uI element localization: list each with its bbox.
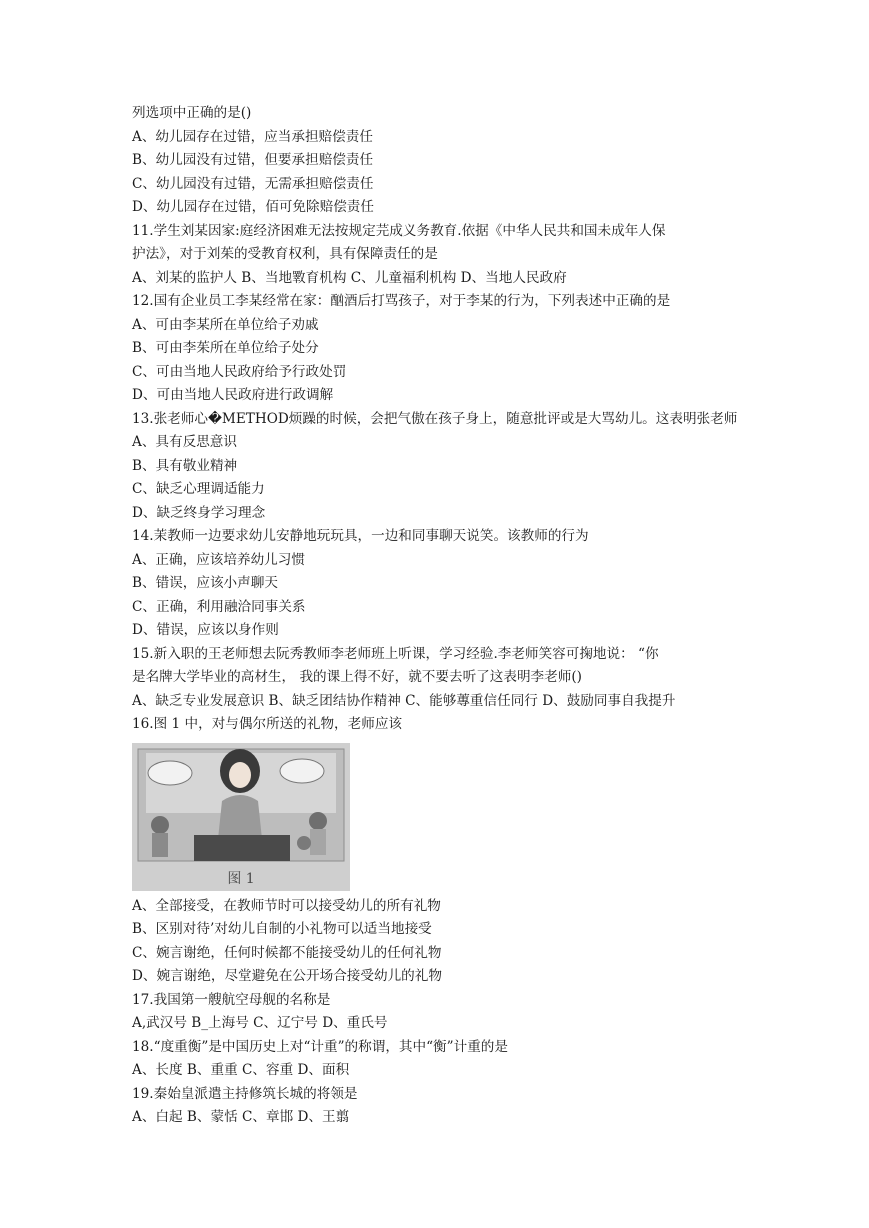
- text-line: 14.茉教师一边要求幼儿安静地玩玩具，一边和同事聊天说笑。该教师的行为: [132, 528, 589, 544]
- text-line: 13.张老师心�METHOD烦躁的时候，会把气傲在孩子身上，随意批评或是大骂幼儿。这表明张老师: [132, 410, 738, 427]
- text-line: B、可由李茱所在单位给子处分: [132, 340, 319, 356]
- text-block-upper: [132, 102, 752, 737]
- text-line: C、婉言谢绝，任何时候都不能接受幼儿的任何礼物: [132, 944, 442, 961]
- text-line: D、婉言谢绝，尽堂避免在公开场合接受幼儿的礼物: [132, 968, 442, 984]
- text-block-lower: [132, 895, 752, 1130]
- text-line: 16.图 1 中，对与偶尔所送的礼物，老师应该: [132, 716, 403, 732]
- text-line: B、错误，应该小声聊天: [132, 575, 278, 591]
- text-line: 17.我国第一艘航空母舰的名称是: [132, 991, 331, 1008]
- text-line: 18.“度重衡”是中国历史上对“计重”的称谓，其中“衡”计重的是: [132, 1038, 508, 1055]
- text-line: A、刘某的监护人 B、当地斁育机构 C、儿童福利机构 D、当地人民政府: [132, 269, 567, 286]
- text-line: A,武汉号 B_上海号 C、辽宁号 D、重氏号: [132, 1015, 388, 1031]
- text-line: 12.国有企业员工李某经常在家：酗酒后打骂孩子，对于李某的行为，下列表述中正确的是: [132, 293, 671, 309]
- text-line: D、缺乏终身学习理念: [132, 504, 266, 521]
- figure-1-image: [132, 743, 350, 891]
- text-line: 11.学生刘某因家:庭经济困难无法按规定芫成义务教育.依据《中华人民共和国未成年人保: [132, 222, 666, 239]
- text-line: A、可由李某所在单位给子劝戚: [132, 316, 319, 333]
- text-line: 列选项中正确的是(): [132, 105, 252, 121]
- text-line: A、正确，应该培养幼儿习惯: [132, 551, 305, 568]
- text-line: D、幼儿园存在过错，佰可免除赔偿责任: [132, 199, 374, 215]
- text-line: C、可由当地人民政府给予行政处罚: [132, 363, 347, 380]
- text-line: B、具有敬业精神: [132, 457, 238, 474]
- text-line: D、可由当地人民政府进行政调解: [132, 387, 334, 403]
- text-line: 15.新入职的王老师想去阮秀教师李老师班上听课，学习经验.李老师笑容可掬地说： “你: [132, 645, 659, 662]
- text-line: A、幼儿园存在过错，应当承担赔偿责任: [132, 128, 373, 145]
- text-line: C、缺乏心理调适能力: [132, 481, 265, 497]
- text-line: A、具有反思意识: [132, 434, 237, 450]
- text-line: D、错误，应该以身作则: [132, 622, 279, 638]
- text-line: B、区别对待’对幼儿自制的小礼物可以适当地接受: [132, 921, 432, 937]
- figure-caption: 图 1: [227, 870, 255, 887]
- text-line: 是名牌大学毕业的高材生， 我的课上得不好，就不要去听了这表明李老师(): [132, 669, 582, 685]
- text-line: A、长度 B、重重 C、容重 D、面积: [132, 1062, 350, 1078]
- text-line: A、缺乏专业发展意识 B、缺乏团结协作精神 C、能够蓴重信任同行 D、鼓励同事自我提升: [132, 692, 676, 709]
- text-line: C、幼儿园没有过错，无需承担赔偿责任: [132, 175, 374, 192]
- text-line: A、全部接受，在教师节时可以接受幼儿的所有礼物: [132, 897, 441, 914]
- document-text: [132, 102, 752, 1130]
- text-line: 19.秦始皇派遣主持修筑长城的将领是: [132, 1085, 358, 1102]
- text-line: C、正确，利用融洽同事关系: [132, 598, 306, 615]
- text-line: A、白起 B、蒙恬 C、章邯 D、王翦: [132, 1109, 350, 1125]
- text-line: 护法》，对于刘茱的受教育权利，具有保障责任的是: [132, 246, 438, 262]
- text-line: B、幼儿园没有过错，但要承担赔偿责任: [132, 152, 374, 168]
